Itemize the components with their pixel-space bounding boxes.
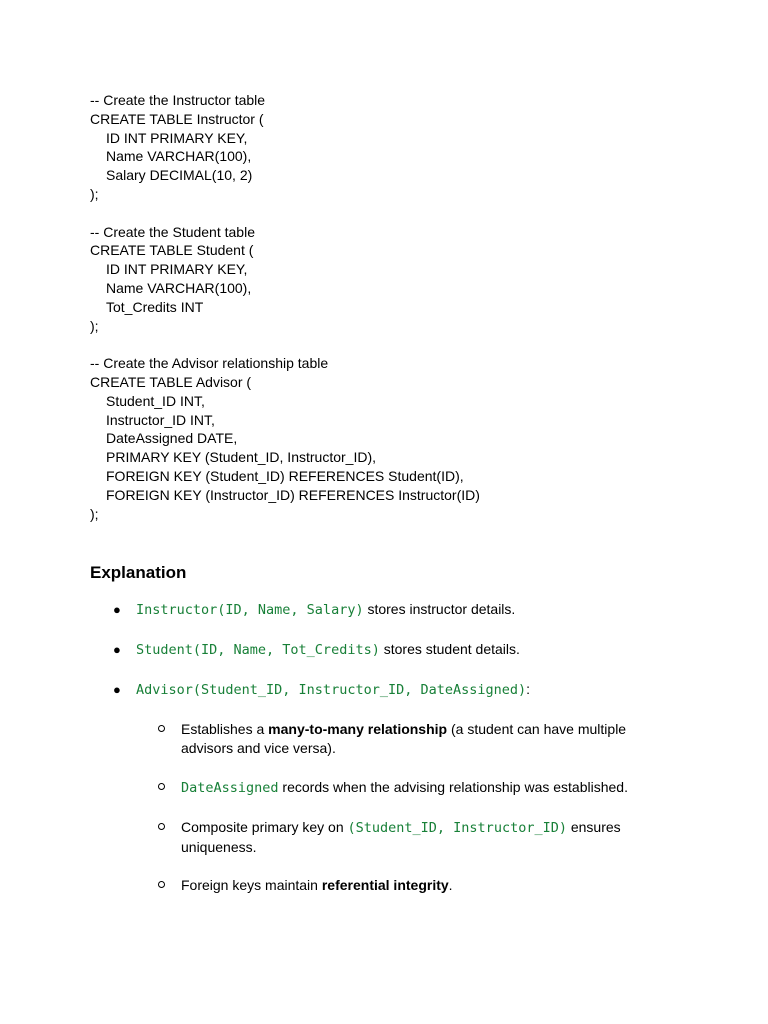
code-line: CREATE TABLE Student ( (90, 242, 254, 259)
bold-term: referential integrity (321, 877, 449, 893)
sql-code-block (90, 91, 690, 523)
blank-line (90, 335, 690, 354)
bullet-desc: : (526, 681, 531, 697)
bullet-text (136, 640, 520, 660)
code-line: CREATE TABLE Advisor ( (90, 373, 252, 390)
code-line: Student_ID INT, (106, 392, 205, 409)
code-line: ); (90, 505, 99, 522)
code-line: DateAssigned DATE, (106, 430, 238, 447)
subbullet-text (181, 876, 681, 895)
subbullet-text (181, 818, 681, 857)
code-line: ID INT PRIMARY KEY, (106, 129, 248, 146)
text-part: Composite primary key on (181, 819, 348, 835)
circle-bullet-icon (158, 725, 165, 732)
code-line: Tot_Credits INT (106, 298, 204, 315)
inline-code: Instructor(ID, Name, Salary) (136, 602, 364, 618)
code-line: ); (90, 185, 99, 202)
code-line: PRIMARY KEY (Student_ID, Instructor_ID), (106, 449, 376, 466)
text-part: records when the advising relationship was established. (278, 779, 628, 795)
circle-bullet-icon (158, 823, 165, 830)
circle-bullet-icon (158, 783, 165, 790)
inline-code: Student(ID, Name, Tot_Credits) (136, 642, 380, 658)
code-line: -- Create the Instructor table (90, 92, 266, 108)
text-part: Establishes a (181, 721, 269, 737)
subbullet-text (181, 720, 681, 758)
subbullet-text (181, 778, 681, 798)
code-line: Name VARCHAR(100), (106, 279, 252, 296)
code-line: Salary DECIMAL(10, 2) (106, 167, 253, 184)
text-part: ensures uniqueness. (181, 819, 621, 855)
blank-line (90, 204, 690, 223)
bullet-dot: ● (113, 682, 121, 697)
bold-term: many-to-many relationship (268, 721, 448, 737)
bullet-desc: stores instructor details. (363, 601, 516, 617)
bullet-desc: stores student details. (379, 641, 520, 657)
bullet-text (136, 680, 530, 700)
text-part: (a student can have multiple advisors and vice versa). (181, 721, 627, 756)
code-line: ); (90, 317, 99, 334)
bullet-text (136, 600, 515, 620)
code-line: Instructor_ID INT, (106, 411, 215, 428)
inline-code: DateAssigned (181, 780, 279, 796)
code-line: ID INT PRIMARY KEY, (106, 261, 248, 278)
code-line: CREATE TABLE Instructor ( (90, 110, 264, 127)
explanation-heading: Explanation (90, 563, 187, 582)
bullet-dot: ● (113, 642, 121, 657)
code-line: FOREIGN KEY (Instructor_ID) REFERENCES Instructor(ID) (106, 486, 480, 503)
text-part: Foreign keys maintain (181, 877, 322, 893)
text-part: . (448, 877, 453, 893)
inline-code: (Student_ID, Instructor_ID) (347, 820, 567, 836)
code-line: -- Create the Advisor relationship table (90, 355, 329, 372)
code-line: Name VARCHAR(100), (106, 148, 252, 165)
circle-bullet-icon (158, 881, 165, 888)
code-line: FOREIGN KEY (Student_ID) REFERENCES Student(ID), (106, 467, 464, 484)
inline-code: Advisor(Student_ID, Instructor_ID, DateAssigned) (136, 682, 527, 698)
code-line: -- Create the Student table (90, 223, 255, 240)
bullet-dot: ● (113, 602, 121, 617)
